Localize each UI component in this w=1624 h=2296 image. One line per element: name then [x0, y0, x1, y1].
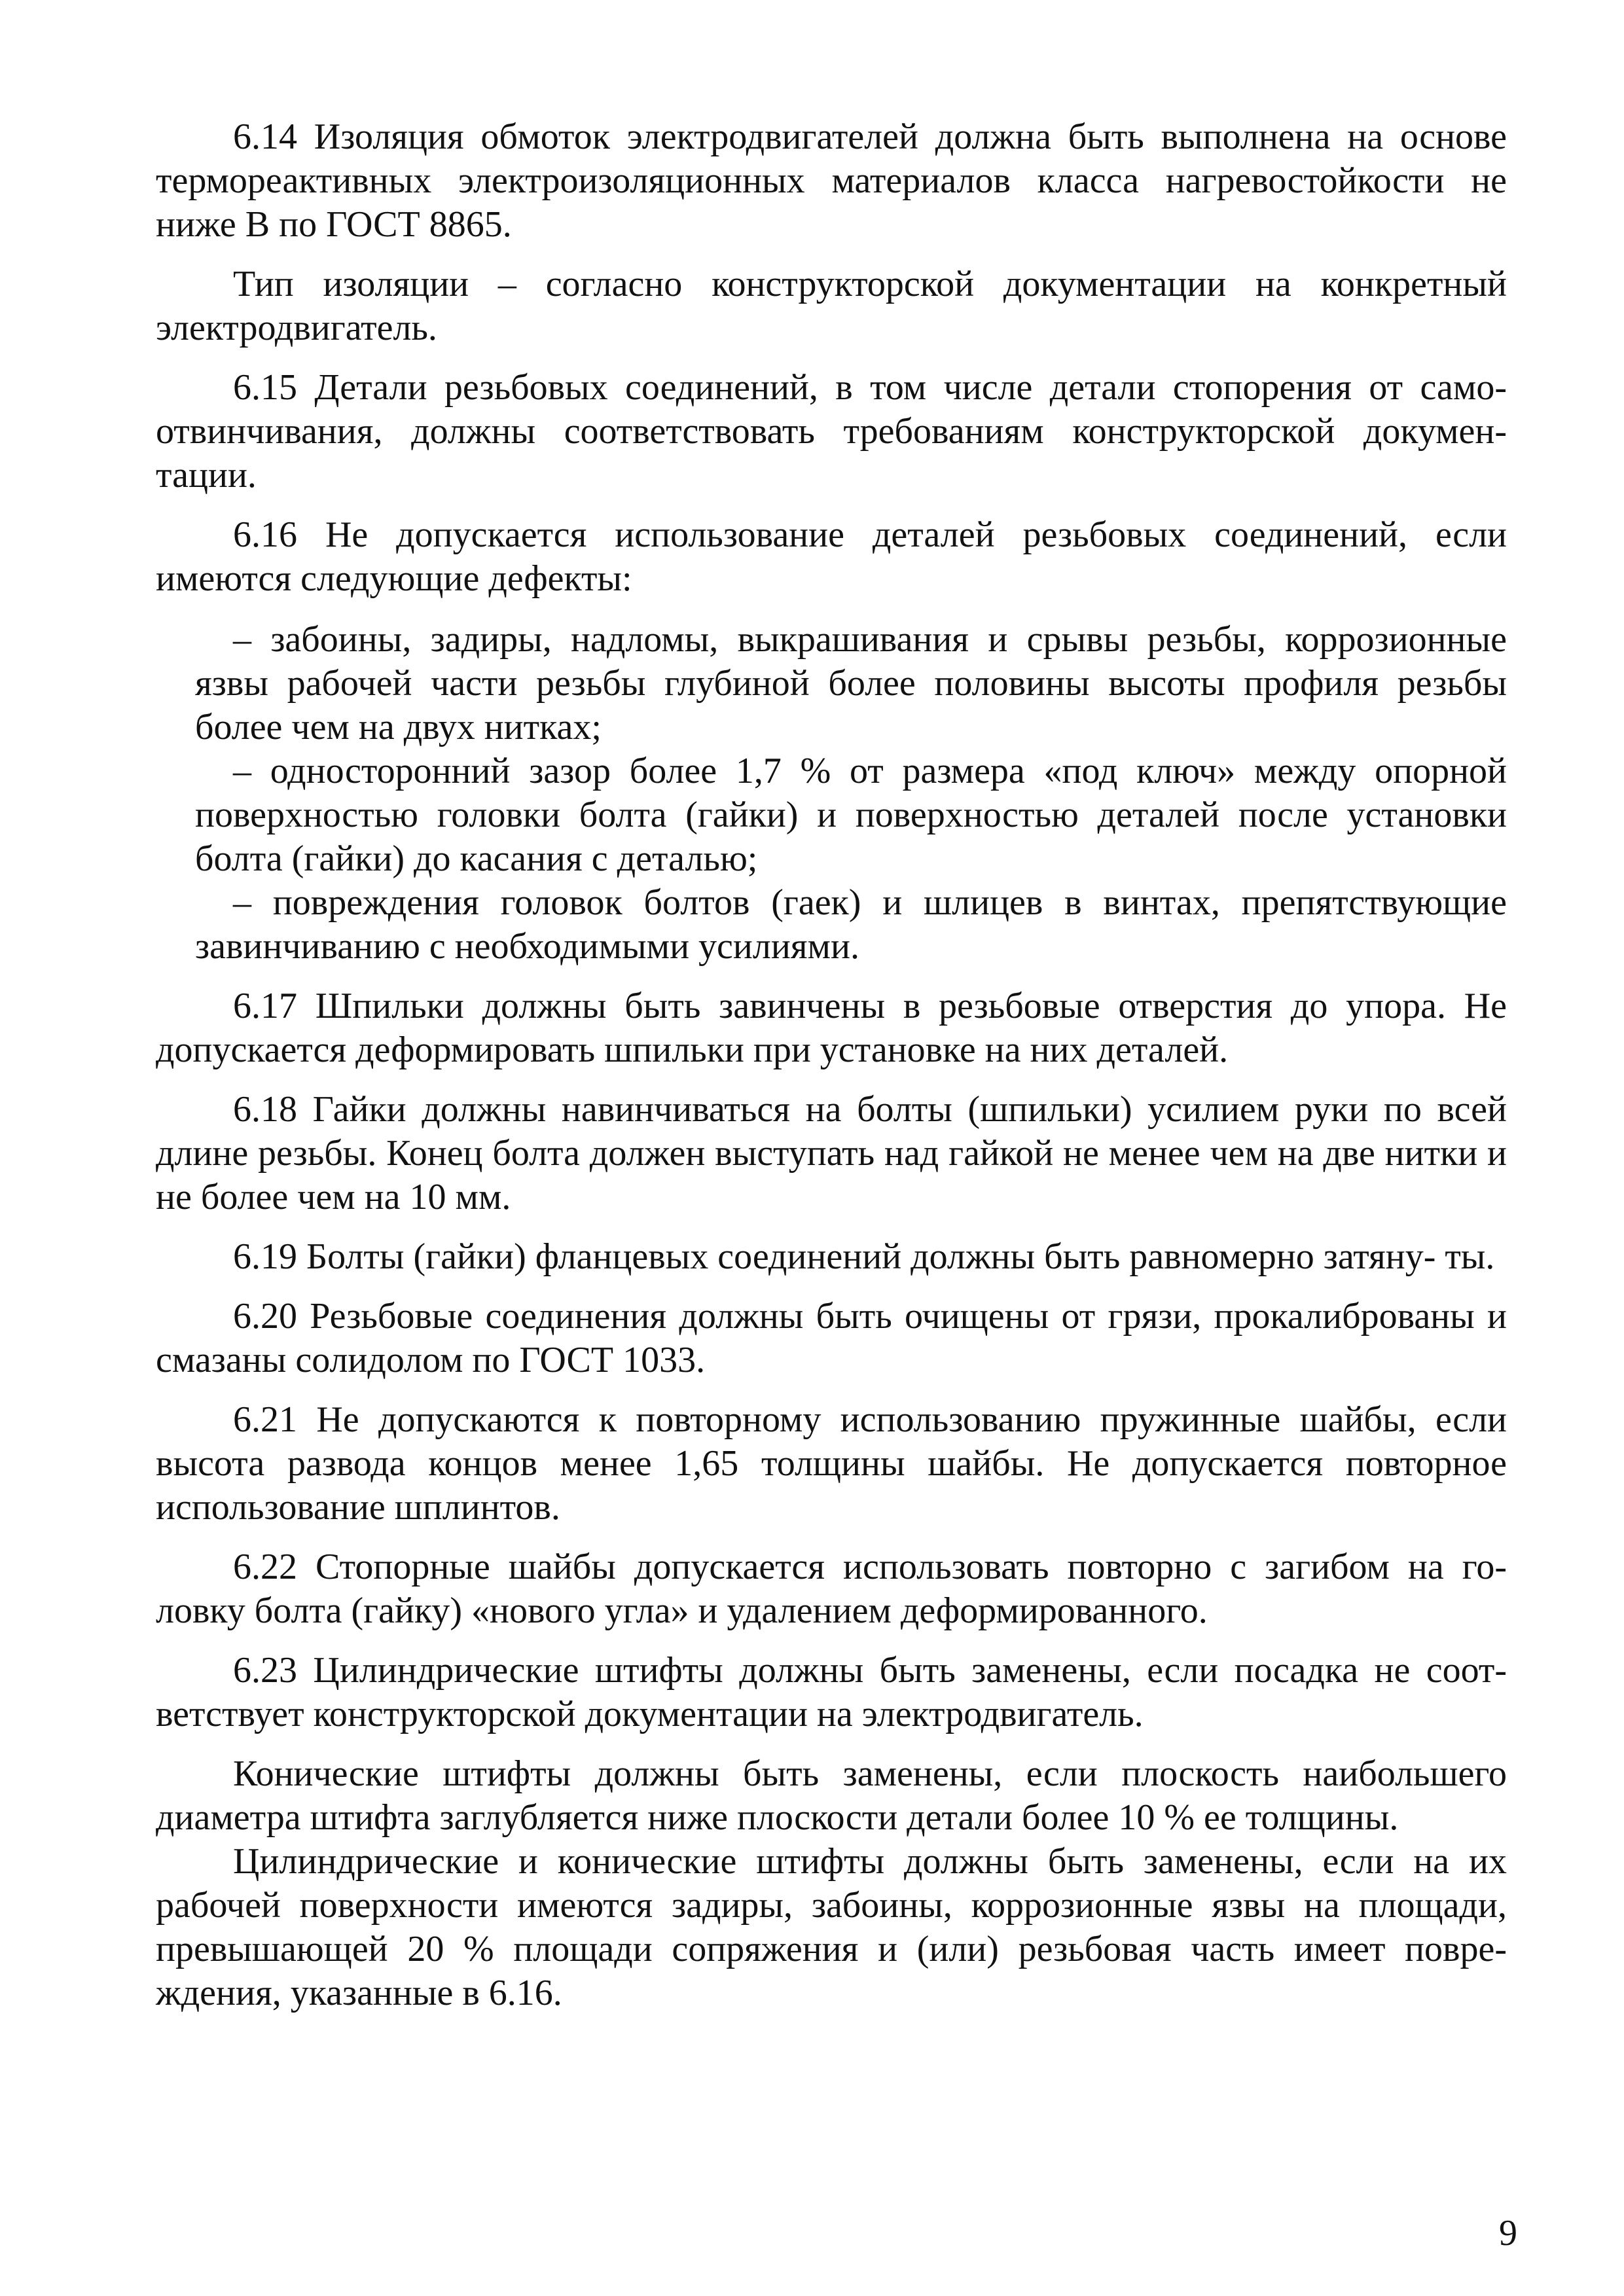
- paragraph-6-14: 6.14 Изоляция обмоток электродвигателей должна быть выполнена на основе термореактивных электроизоляционных материалов класса нагревостойкости не ниже В по ГОСТ 8865.: [156, 117, 1507, 245]
- paragraph-cylindrical-conical-pins: Цилиндрические и конические штифты должны быть заменены, если на их рабочей поверхности имеются задиры, забоины, коррозионные язвы на площади, превышающей 20 % площади сопряжения и (или) резьбовая часть имеет повре- ждения, указанные в 6.16.: [156, 1841, 1507, 2013]
- paragraph-6-23: 6.23 Цилиндрические штифты должны быть заменены, если посадка не соот- ветствует конструкторской документации на электродвигатель.: [156, 1650, 1507, 1734]
- paragraph-6-17: 6.17 Шпильки должны быть завинчены в резьбовые отверстия до упора. Не допускается деформировать шпильки при установке на них деталей.: [156, 986, 1507, 1070]
- paragraph-6-20: 6.20 Резьбовые соединения должны быть очищены от грязи, прокалиброваны и смазаны солидолом по ГОСТ 1033.: [156, 1296, 1507, 1380]
- paragraph-6-16: 6.16 Не допускается использование деталей резьбовых соединений, если имеются следующие дефекты:: [156, 514, 1507, 599]
- paragraph-6-19: 6.19 Болты (гайки) фланцевых соединений должны быть равномерно затяну- ты.: [233, 1236, 1495, 1277]
- paragraph-6-22: 6.22 Стопорные шайбы допускается использовать повторно с загибом на го- ловку болта (гайку) «нового угла» и удалением деформированного.: [156, 1547, 1507, 1631]
- paragraph-6-15: 6.15 Детали резьбовых соединений, в том числе детали стопорения от само- отвинчивания, должны соответствовать требованиям конструкторской докумен- тации.: [156, 367, 1507, 495]
- document-page: [156, 115, 1507, 2031]
- list-item: – забоины, задиры, надломы, выкрашивания и срывы резьбы, коррозионные язвы рабочей части резьбы глубиной более половины высоты профиля резьбы более чем на двух нитках;: [195, 618, 1507, 749]
- paragraph-insulation-type: Тип изоляции – согласно конструкторской документации на конкретный электродвигатель.: [156, 264, 1507, 348]
- list-item: – односторонний зазор более 1,7 % от размера «под ключ» между опорной поверхностью головки болта (гайки) и поверхностью деталей после установки болта (гайки) до касания с деталью;: [195, 749, 1507, 881]
- list-item: – повреждения головок болтов (гаек) и шлицев в винтах, препятствующие завинчиванию с необходимыми усилиями.: [195, 881, 1507, 969]
- defects-list: [195, 618, 1507, 969]
- paragraph-conical-pins: Конические штифты должны быть заменены, если плоскость наибольшего диаметра штифта заглубляется ниже плоскости детали более 10 % ее толщины.: [156, 1753, 1507, 1838]
- paragraph-6-21: 6.21 Не допускаются к повторному использованию пружинные шайбы, если высота развода концов менее 1,65 толщины шайбы. Не допускается повторное использование шплинтов.: [156, 1399, 1507, 1528]
- page-number: 9: [1499, 2213, 1517, 2253]
- paragraph-6-18: 6.18 Гайки должны навинчиваться на болты (шпильки) усилием руки по всей длине резьбы. Конец болта должен выступать над гайкой не менее чем на две нитки и не более чем на 10 мм.: [156, 1089, 1507, 1217]
